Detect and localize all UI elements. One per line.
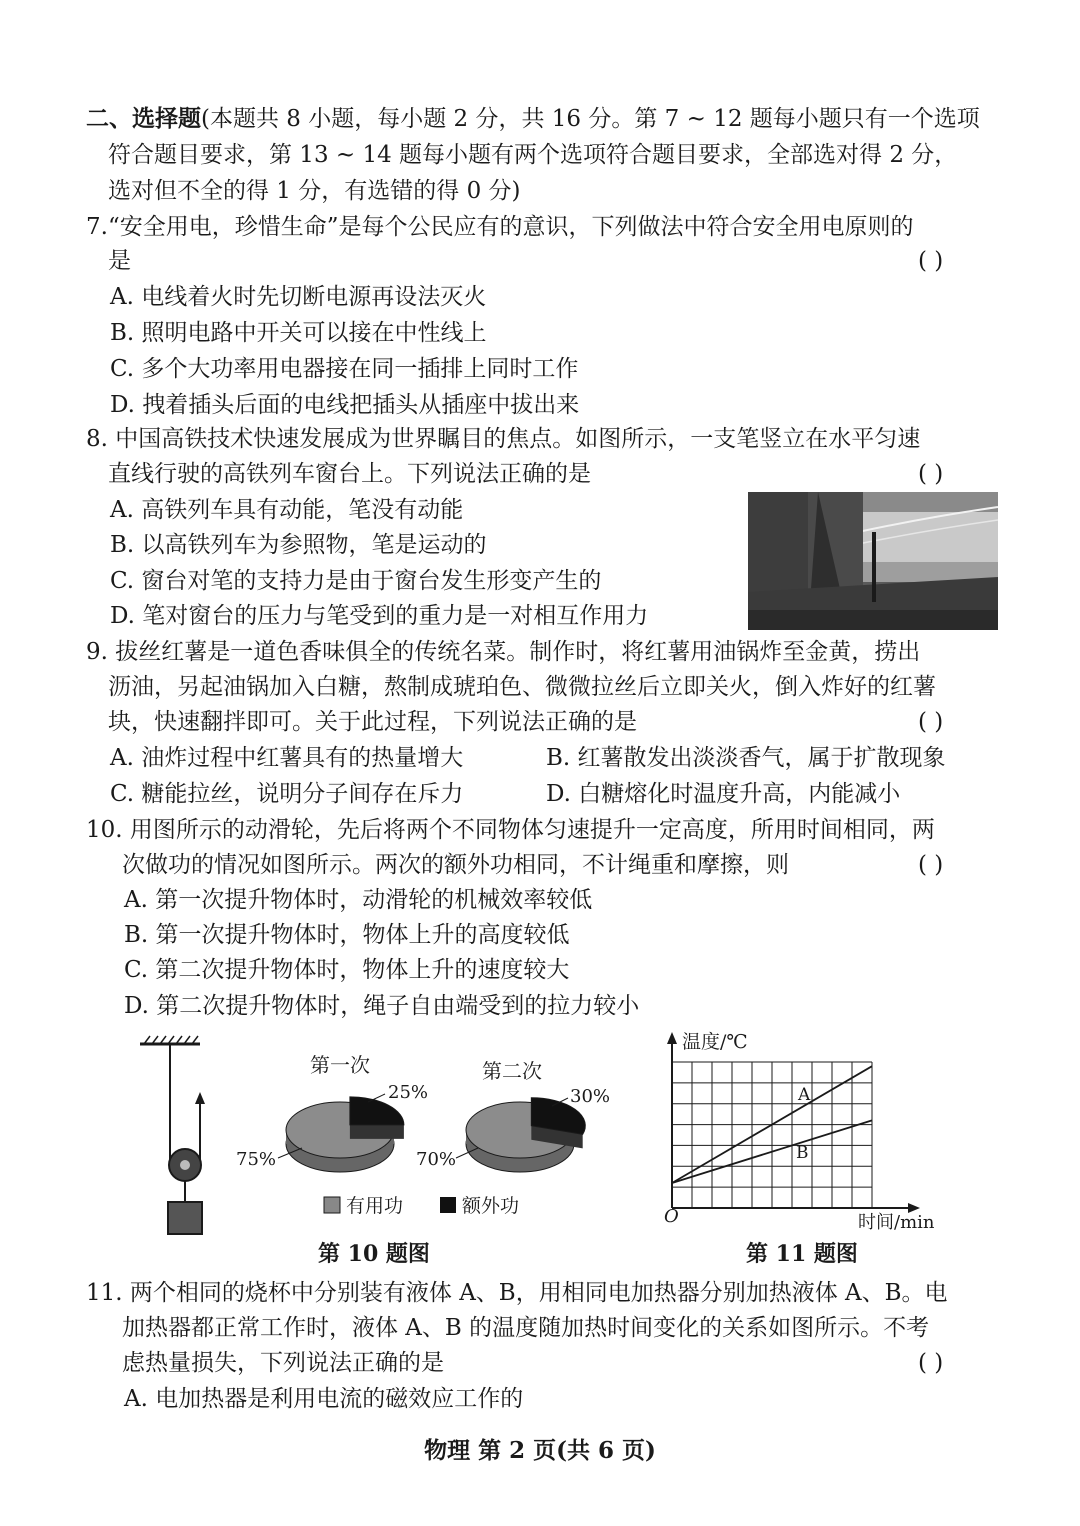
q9-option-b: B. 红薯散发出淡淡香气，属于扩散现象 — [546, 745, 946, 771]
pie2-useful-label: 70% — [416, 1149, 457, 1170]
fig10-caption: 第 10 题图 — [318, 1241, 430, 1267]
q9-option-d: D. 白糖熔化时温度升高，内能减小 — [546, 781, 901, 807]
legend-extra-label: 额外功 — [462, 1195, 520, 1217]
q10-answer-blank: ( ) — [918, 852, 944, 878]
q10-option-b: B. 第一次提升物体时，物体上升的高度较低 — [124, 922, 570, 948]
q7-answer-blank: ( ) — [918, 248, 944, 274]
q10-stem-line-2: 次做功的情况如图所示。两次的额外功相同，不计绳重和摩擦，则 — [122, 852, 789, 878]
q8-option-c: C. 窗台对笔的支持力是由于窗台发生形变产生的 — [110, 568, 602, 594]
fig11-caption: 第 11 题图 — [746, 1241, 858, 1267]
legend-useful-label: 有用功 — [346, 1195, 404, 1217]
q10-option-c: C. 第二次提升物体时，物体上升的速度较大 — [124, 957, 570, 983]
series-a-label: A — [798, 1085, 811, 1105]
q11-answer-blank: ( ) — [918, 1350, 944, 1376]
section-intro-line-2: 符合题目要求，第 13 ~ 14 题每小题有两个选项符合题目要求，全部选对得 2 分， — [108, 142, 958, 168]
q10-option-d: D. 第二次提升物体时，绳子自由端受到的拉力较小 — [124, 993, 640, 1019]
q11-stem-line-2: 加热器都正常工作时，液体 A、B 的温度随加热时间变化的关系如图所示。不考 — [122, 1315, 930, 1341]
q8-option-b: B. 以高铁列车为参照物，笔是运动的 — [110, 532, 487, 558]
q10-stem-line-1: 10. 用图所示的动滑轮，先后将两个不同物体匀速提升一定高度，所用时间相同，两 — [86, 817, 935, 843]
q10-option-a: A. 第一次提升物体时，动滑轮的机械效率较低 — [124, 887, 593, 913]
fig11-graph — [650, 1030, 950, 1240]
section-heading: 二、选择题 — [86, 105, 201, 132]
pie1-useful-label: 75% — [236, 1149, 277, 1170]
pie2-extra-label: 30% — [570, 1086, 610, 1107]
series-b-label: B — [796, 1143, 809, 1163]
q8-answer-blank: ( ) — [918, 461, 944, 487]
q11-stem-line-3: 虑热量损失，下列说法正确的是 — [122, 1350, 444, 1376]
fig11-y-label: 温度/℃ — [682, 1031, 748, 1053]
q9-stem-line-1: 9. 拔丝红薯是一道色香味俱全的传统名菜。制作时，将红薯用油锅炸至金黄，捞出 — [86, 639, 921, 665]
q9-stem-line-2: 沥油，另起油锅加入白糖，熬制成琥珀色、微微拉丝后立即关火，倒入炸好的红薯 — [108, 674, 936, 700]
q9-option-c: C. 糖能拉丝，说明分子间存在斥力 — [110, 781, 464, 807]
fig10-pulley — [130, 1030, 230, 1240]
q8-option-d: D. 笔对窗台的压力与笔受到的重力是一对相互作用力 — [110, 603, 649, 629]
q7-option-a: A. 电线着火时先切断电源再设法灭火 — [110, 284, 487, 310]
fig11-origin: O — [664, 1206, 679, 1227]
q7-option-b: B. 照明电路中开关可以接在中性线上 — [110, 320, 487, 346]
q7-stem-line-1: 7.“安全用电，珍惜生命”是每个公民应有的意识，下列做法中符合安全用电原则的 — [86, 214, 914, 240]
legend-extra-swatch — [440, 1197, 456, 1213]
q9-option-a: A. 油炸过程中红薯具有的热量增大 — [110, 745, 464, 771]
q7-option-d: D. 拽着插头后面的电线把插头从插座中拔出来 — [110, 392, 580, 418]
q9-stem-line-3: 块，快速翻拌即可。关于此过程，下列说法正确的是 — [108, 709, 637, 735]
q8-stem-line-1: 8. 中国高铁技术快速发展成为世界瞩目的焦点。如图所示，一支笔竖立在水平匀速 — [86, 426, 921, 452]
section-intro-text: (本题共 8 小题，每小题 2 分，共 16 分。第 7 ~ 12 题每小题只有一个选项 — [201, 106, 980, 132]
pie1-title: 第一次 — [310, 1053, 370, 1077]
train-window-photo — [748, 492, 998, 630]
q11-stem-line-1: 11. 两个相同的烧杯中分别装有液体 A、B，用相同电加热器分别加热液体 A、B。电 — [86, 1280, 948, 1306]
legend-useful-swatch — [324, 1197, 340, 1213]
pie1-extra-label: 25% — [388, 1082, 429, 1103]
q11-option-a: A. 电加热器是利用电流的磁效应工作的 — [124, 1386, 524, 1412]
q9-answer-blank: ( ) — [918, 709, 944, 735]
q7-stem-line-2: 是 — [108, 248, 131, 274]
pie2-title: 第二次 — [482, 1059, 542, 1083]
q7-option-c: C. 多个大功率用电器接在同一插排上同时工作 — [110, 356, 579, 382]
section-intro-line-3: 选对但不全的得 1 分，有选错的得 0 分) — [108, 178, 521, 204]
fig10-pie-charts — [230, 1050, 610, 1225]
section-intro-line-1 — [86, 104, 980, 134]
pie-slice-extra-side — [350, 1125, 404, 1139]
fig11-x-label: 时间/min — [858, 1212, 935, 1233]
page-footer: 物理 第 2 页(共 6 页) — [424, 1437, 656, 1464]
q8-option-a: A. 高铁列车具有动能，笔没有动能 — [110, 497, 464, 523]
q8-stem-line-2: 直线行驶的高铁列车窗台上。下列说法正确的是 — [108, 461, 591, 487]
